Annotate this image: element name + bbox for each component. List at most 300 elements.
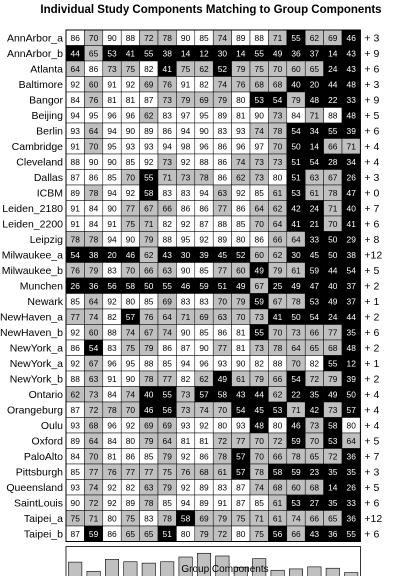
cell-value: 58: [328, 420, 338, 431]
cell-value: 73: [180, 172, 191, 183]
cell-value: 93: [70, 420, 80, 431]
cell-value: 96: [199, 358, 209, 369]
cell-value: 92: [180, 482, 191, 493]
cell-value: 64: [88, 296, 99, 307]
row-extra-count: + 8: [364, 233, 380, 246]
cell-value: 92: [70, 358, 80, 369]
cell-value: 67: [144, 203, 154, 214]
cell-value: 39: [346, 125, 356, 136]
cell-value: 33: [346, 94, 356, 105]
cell-value: 94: [107, 187, 117, 198]
cell-value: 43: [236, 389, 246, 400]
cell-value: 55: [144, 48, 154, 59]
cell-value: 48: [346, 110, 356, 121]
cell-value: 83: [144, 513, 154, 524]
cell-value: 73: [254, 172, 264, 183]
cell-value: 54: [70, 249, 80, 260]
cell-value: 59: [291, 466, 301, 477]
cell-value: 70: [254, 218, 264, 229]
cell-value: 63: [309, 172, 320, 183]
cell-value: 71: [162, 172, 172, 183]
cell-value: 59: [199, 280, 209, 291]
cell-value: 26: [346, 482, 356, 493]
cell-value: 90: [107, 32, 117, 43]
cell-value: 75: [125, 63, 136, 74]
cell-value: 75: [125, 513, 136, 524]
cell-value: 81: [180, 435, 191, 446]
cell-value: 63: [144, 482, 154, 493]
cell-value: 84: [70, 451, 80, 462]
cell-value: 23: [309, 466, 320, 477]
cell-value: 78: [291, 296, 301, 307]
cell-value: 60: [88, 327, 99, 338]
cell-value: 79: [144, 234, 154, 245]
cell-value: 78: [88, 234, 99, 245]
cell-value: 58: [272, 466, 283, 477]
cell-value: 46: [180, 280, 191, 291]
cell-value: 88: [272, 358, 283, 369]
cell-value: 62: [199, 63, 209, 74]
cell-value: 82: [162, 218, 172, 229]
cell-value: 50: [291, 141, 301, 152]
cell-value: 66: [291, 528, 301, 539]
cell-value: 94: [107, 234, 117, 245]
cell-value: 61: [309, 187, 320, 198]
cell-value: 73: [107, 63, 117, 74]
cell-value: 84: [107, 435, 117, 446]
cell-value: 35: [328, 466, 338, 477]
cell-value: 64: [88, 435, 99, 446]
cell-value: 90: [180, 32, 191, 43]
row-label: Munchen: [19, 280, 63, 293]
bar: [69, 562, 82, 576]
cell-value: 80: [272, 172, 283, 183]
cell-value: 85: [236, 218, 246, 229]
bar: [105, 559, 118, 576]
cell-value: 69: [144, 79, 154, 90]
cell-value: 66: [144, 265, 154, 276]
cell-value: 89: [236, 32, 246, 43]
cell-value: 33: [346, 497, 356, 508]
row-label: Taipei_b: [23, 528, 63, 541]
cell-value: 71: [272, 32, 283, 43]
cell-value: 90: [70, 497, 80, 508]
row-extra-count: + 5: [364, 435, 380, 448]
cell-value: 94: [180, 125, 191, 136]
row-label: Milwaukee_a: [1, 249, 63, 262]
cell-value: 89: [70, 187, 80, 198]
cell-value: 83: [217, 125, 228, 136]
row-label: Beijing: [31, 109, 63, 122]
row-extra-count: + 6: [364, 326, 380, 339]
cell-value: 81: [107, 94, 117, 105]
cell-value: 14: [309, 141, 320, 152]
cell-value: 68: [328, 342, 338, 353]
cell-value: 80: [346, 420, 356, 431]
cell-value: 90: [125, 373, 136, 384]
cell-value: 79: [144, 342, 154, 353]
cell-value: 60: [291, 63, 301, 74]
cell-value: 93: [236, 125, 246, 136]
cell-value: 77: [144, 466, 154, 477]
row-extra-count: + 4: [364, 140, 380, 153]
cell-value: 46: [144, 404, 154, 415]
cell-value: 42: [309, 404, 320, 415]
cell-value: 68: [272, 482, 283, 493]
row-label: AnnArbor_b: [6, 47, 63, 60]
cell-value: 92: [144, 156, 154, 167]
cell-value: 53: [272, 404, 283, 415]
cell-value: 14: [328, 482, 338, 493]
row-extra-count: + 3: [364, 466, 380, 479]
cell-value: 71: [254, 513, 264, 524]
cell-value: 55: [162, 280, 172, 291]
cell-value: 75: [180, 63, 191, 74]
cell-value: 97: [254, 141, 264, 152]
row-label: NewYork_a: [9, 357, 63, 370]
cell-value: 86: [70, 32, 80, 43]
row-labels: [0, 32, 64, 540]
cell-value: 54: [272, 94, 283, 105]
cell-value: 71: [144, 218, 154, 229]
cell-value: 69: [199, 311, 209, 322]
cell-value: 94: [199, 187, 209, 198]
cell-value: 89: [125, 497, 136, 508]
cell-value: 81: [236, 342, 246, 353]
bar: [142, 563, 155, 576]
cell-value: 51: [291, 156, 301, 167]
cell-value: 93: [180, 420, 191, 431]
cell-value: 75: [254, 528, 264, 539]
cell-value: 79: [236, 296, 246, 307]
cell-value: 78: [70, 234, 80, 245]
cell-value: 43: [162, 249, 172, 260]
cell-value: 41: [291, 218, 301, 229]
cell-value: 87: [236, 482, 246, 493]
cell-value: 70: [236, 311, 246, 322]
cell-value: 64: [291, 234, 301, 245]
cell-value: 55: [346, 528, 356, 539]
cell-value: 85: [70, 466, 80, 477]
cell-value: 83: [162, 110, 172, 121]
cell-value: 45: [254, 404, 264, 415]
cell-value: 62: [309, 32, 320, 43]
bar: [326, 568, 339, 576]
cell-value: 89: [217, 234, 228, 245]
cell-value: 91: [107, 79, 117, 90]
cell-value: 77: [236, 435, 246, 446]
cell-value: 87: [199, 218, 209, 229]
cell-value: 65: [328, 513, 338, 524]
row-extra-count: + 4: [364, 419, 380, 432]
cell-value: 50: [346, 389, 356, 400]
cell-value: 51: [162, 528, 172, 539]
cell-value: 77: [217, 265, 228, 276]
cell-value: 62: [272, 389, 283, 400]
row-label: Bangor: [29, 94, 63, 107]
cell-value: 92: [107, 482, 117, 493]
row-label: Milwaukee_b: [1, 264, 63, 277]
cell-value: 58: [217, 389, 228, 400]
cell-value: 60: [88, 79, 99, 90]
row-extra-count: + 4: [364, 388, 380, 401]
cell-value: 48: [254, 420, 264, 431]
cell-value: 80: [236, 234, 246, 245]
cell-value: 64: [346, 435, 356, 446]
cell-value: 26: [70, 280, 80, 291]
cell-value: 90: [236, 358, 246, 369]
cell-value: 74: [162, 327, 172, 338]
cell-value: 82: [309, 358, 320, 369]
cell-value: 27: [309, 497, 320, 508]
cell-value: 88: [70, 156, 80, 167]
cell-value: 90: [199, 125, 209, 136]
cell-value: 61: [272, 187, 283, 198]
cell-value: 36: [88, 280, 99, 291]
row-label: NewHaven_a: [0, 311, 63, 324]
cell-value: 92: [70, 327, 80, 338]
cell-value: 72: [88, 497, 99, 508]
cell-value: 65: [309, 342, 320, 353]
cell-value: 57: [236, 451, 246, 462]
row-label: Newark: [27, 295, 63, 308]
cell-value: 89: [199, 482, 209, 493]
cell-value: 54: [236, 404, 246, 415]
row-extra-count: + 3: [364, 171, 380, 184]
cell-value: 53: [291, 187, 301, 198]
cell-value: 41: [346, 218, 356, 229]
cell-value: 86: [88, 172, 99, 183]
row-extra-count: + 4: [364, 156, 380, 169]
cell-value: 55: [254, 327, 264, 338]
cell-value: 59: [309, 265, 320, 276]
cell-value: 66: [162, 203, 172, 214]
cell-value: 95: [180, 234, 191, 245]
cell-value: 28: [328, 156, 338, 167]
cell-value: 44: [346, 311, 356, 322]
cell-value: 66: [272, 451, 283, 462]
cell-value: 74: [199, 404, 209, 415]
cell-value: 79: [272, 265, 283, 276]
cell-value: 46: [291, 420, 301, 431]
cell-value: 92: [107, 497, 117, 508]
cell-value: 53: [107, 48, 117, 59]
cell-value: 84: [70, 94, 80, 105]
cell-value: 90: [180, 265, 191, 276]
cell-value: 96: [107, 358, 117, 369]
cell-value: 45: [309, 249, 320, 260]
cell-value: 88: [144, 358, 154, 369]
row-label: NewHaven_b: [0, 326, 63, 339]
cell-value: 74: [125, 327, 136, 338]
cell-value: 92: [125, 79, 136, 90]
cell-value: 92: [236, 187, 246, 198]
cell-value: 44: [70, 48, 80, 59]
row-extra-count: + 7: [364, 202, 380, 215]
cell-value: 78: [162, 32, 172, 43]
cell-value: 70: [217, 404, 228, 415]
row-extra-count: + 6: [364, 528, 380, 541]
cell-value: 86: [88, 63, 99, 74]
cell-value: 93: [70, 125, 80, 136]
row-extra-labels: [364, 32, 382, 540]
row-extra-count: + 9: [364, 47, 380, 60]
cell-value: 64: [162, 311, 172, 322]
cell-value: 65: [144, 528, 154, 539]
cell-value: 48: [309, 94, 320, 105]
cell-value: 21: [309, 218, 320, 229]
cell-value: 66: [328, 141, 338, 152]
row-label: Leipzig: [29, 233, 63, 246]
cell-value: 84: [291, 110, 301, 121]
cell-value: 55: [144, 172, 154, 183]
cell-value: 55: [328, 125, 338, 136]
cell-value: 64: [70, 63, 80, 74]
cell-value: 77: [217, 203, 228, 214]
cell-value: 63: [217, 187, 228, 198]
cell-value: 79: [162, 451, 172, 462]
row-label: AnnArbor_a: [6, 32, 63, 45]
cell-value: 55: [291, 32, 301, 43]
cell-value: 77: [125, 203, 136, 214]
cell-value: 82: [180, 373, 191, 384]
cell-value: 74: [217, 79, 228, 90]
bar: [161, 562, 174, 576]
cell-value: 69: [328, 32, 338, 43]
cell-value: 59: [254, 296, 264, 307]
cell-value: 62: [272, 249, 283, 260]
cell-value: 92: [125, 420, 136, 431]
cell-value: 69: [144, 420, 154, 431]
cell-value: 54: [88, 342, 99, 353]
x-axis-label: Group Components: [181, 564, 269, 575]
cell-value: 76: [70, 265, 80, 276]
cell-value: 88: [125, 32, 136, 43]
cell-value: 85: [125, 156, 136, 167]
chart-title: Individual Study Components Matching to Group Components: [40, 4, 382, 16]
cell-value: 73: [162, 156, 172, 167]
cell-value: 90: [107, 203, 117, 214]
row-label: Atlanta: [30, 63, 63, 76]
cell-value: 87: [70, 528, 80, 539]
cell-value: 82: [125, 482, 136, 493]
cell-value: 41: [125, 48, 136, 59]
row-label: Dallas: [33, 171, 63, 184]
cell-value: 70: [272, 63, 283, 74]
cell-value: 82: [254, 358, 264, 369]
cell-value: 88: [217, 218, 228, 229]
cell-value: 37: [346, 280, 356, 291]
cell-value: 37: [309, 48, 320, 59]
cell-value: 86: [199, 451, 209, 462]
cell-value: 90: [199, 342, 209, 353]
row-extra-count: + 1: [364, 357, 380, 370]
cell-value: 60: [236, 265, 246, 276]
cell-value: 76: [107, 466, 117, 477]
cell-value: 87: [70, 172, 80, 183]
cell-value: 53: [254, 94, 264, 105]
cell-value: 70: [254, 451, 264, 462]
cell-value: 73: [162, 94, 172, 105]
cell-value: 81: [236, 327, 246, 338]
cell-value: 61: [236, 373, 246, 384]
cell-value: 72: [217, 528, 228, 539]
cell-value: 51: [217, 280, 228, 291]
row-extra-count: + 4: [364, 404, 380, 417]
cell-value: 78: [328, 187, 338, 198]
cell-value: 93: [217, 358, 228, 369]
cell-value: 75: [254, 63, 264, 74]
cell-value: 81: [125, 94, 136, 105]
heatmap-cells: [66, 30, 360, 542]
cell-value: 95: [88, 110, 99, 121]
cell-value: 80: [180, 528, 191, 539]
cell-value: 35: [346, 327, 356, 338]
cell-value: 12: [199, 48, 209, 59]
bar: [87, 571, 100, 576]
cell-value: 86: [70, 342, 80, 353]
cell-value: 96: [199, 141, 209, 152]
cell-value: 85: [144, 296, 154, 307]
cell-value: 54: [291, 125, 301, 136]
cell-value: 81: [236, 110, 246, 121]
row-label: NewYork_a: [9, 342, 63, 355]
cell-value: 25: [272, 280, 283, 291]
cell-value: 91: [107, 218, 117, 229]
cell-value: 90: [107, 156, 117, 167]
cell-value: 94: [107, 125, 117, 136]
row-extra-count: + 3: [364, 32, 380, 45]
row-label: Ontario: [28, 388, 63, 401]
cell-value: 80: [125, 435, 136, 446]
row-label: Cleveland: [16, 156, 63, 169]
cell-value: 87: [70, 404, 80, 415]
cell-value: 56: [162, 404, 172, 415]
cell-value: 70: [88, 141, 99, 152]
cell-value: 55: [162, 389, 172, 400]
cell-value: 77: [162, 373, 172, 384]
cell-value: 88: [254, 32, 264, 43]
cell-value: 66: [272, 234, 283, 245]
cell-value: 86: [217, 156, 228, 167]
row-extra-count: + 6: [364, 125, 380, 138]
cell-value: 72: [217, 435, 228, 446]
cell-value: 70: [125, 404, 136, 415]
cell-value: 83: [180, 296, 191, 307]
cell-value: 75: [125, 218, 136, 229]
row-extra-count: + 5: [364, 481, 380, 494]
cell-value: 58: [180, 513, 191, 524]
cell-value: 74: [125, 389, 136, 400]
cell-value: 86: [217, 172, 228, 183]
cell-value: 67: [272, 296, 283, 307]
cell-value: 52: [236, 249, 246, 260]
cell-value: 80: [236, 94, 246, 105]
cell-value: 89: [199, 497, 209, 508]
cell-value: 57: [346, 404, 356, 415]
cell-value: 86: [180, 203, 191, 214]
cell-value: 68: [88, 420, 99, 431]
cell-value: 78: [144, 497, 154, 508]
cell-value: 62: [199, 373, 209, 384]
cell-value: 88: [199, 156, 209, 167]
cell-value: 77: [88, 466, 99, 477]
cell-value: 73: [180, 404, 191, 415]
cell-value: 40: [328, 280, 338, 291]
cell-value: 86: [162, 125, 172, 136]
cell-value: 81: [107, 451, 117, 462]
cell-value: 42: [291, 203, 301, 214]
